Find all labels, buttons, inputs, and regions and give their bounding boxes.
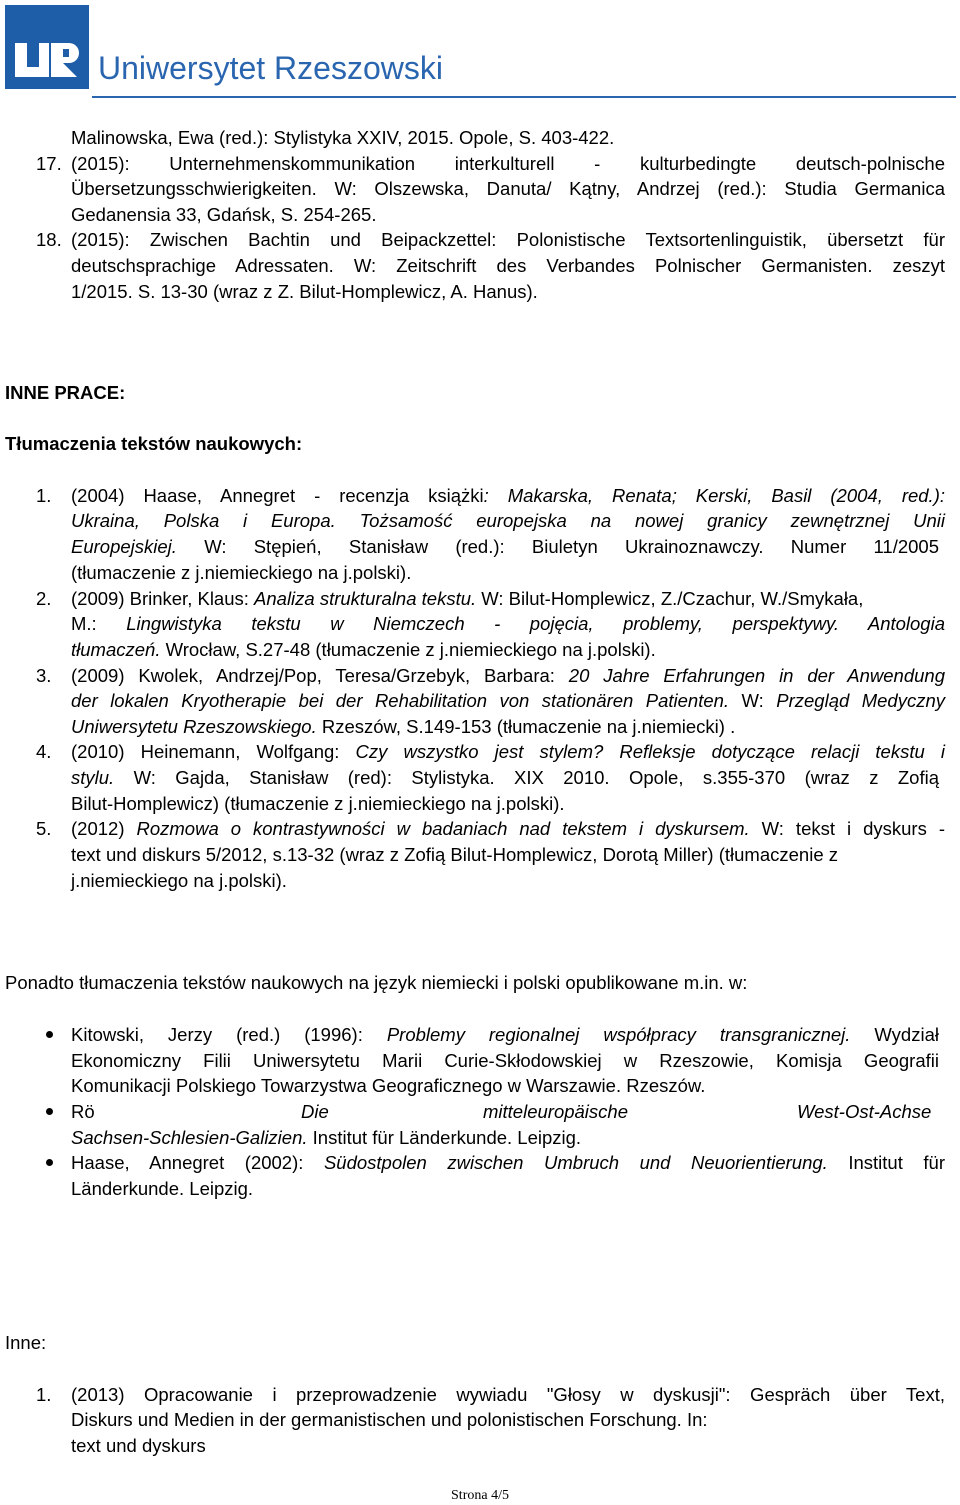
bullet-line: West-Ost-Achse (797, 1101, 932, 1122)
list-item-line: deutschsprachige Adressaten. W: Zeitschrift des Verbandes Polnischer Germanisten. zeszyt (71, 255, 945, 276)
bullet-line: Länderkunde. Leipzig. (71, 1178, 254, 1199)
list-item-line: Ukraina, Polska i Europa. Tożsamość europejska na nowej granicy zewnętrznej Unii (71, 510, 945, 531)
list-item-line: Uniwersytetu Rzeszowskiego. Rzeszów, S.149-153 (tłumaczenie na j.niemiecki) . (71, 716, 736, 737)
list-item-line: (2013) Opracowanie i przeprowadzenie wywiadu "Głosy w dyskusji": Gespräch über Text, (71, 1384, 945, 1405)
bullet-marker (46, 1108, 53, 1115)
intro-paragraph: Ponadto tłumaczenia tekstów naukowych na język niemiecki i polski opublikowane m.in. w: (5, 972, 748, 993)
university-name: Uniwersytet Rzeszowski (98, 50, 443, 86)
other-label: Inne: (5, 1332, 47, 1353)
bullet-line: Haase, Annegret (2002): Südostpolen zwischen Umbruch und Neuorientierung. Institut für (71, 1152, 946, 1173)
bullet-line: Sachsen-Schlesien-Galizien. Institut für Länderkunde. Leipzig. (71, 1127, 582, 1148)
page-header (0, 0, 960, 100)
list-item-line: Übersetzungsschwierigkeiten. W: Olszewska, Danuta/ Kątny, Andrzej (red.): Studia Germanica (71, 178, 945, 199)
list-item-line: (2009) Brinker, Klaus: Analiza strukturalna tekstu. W: Bilut-Homplewicz, Z./Czachur, W./Smykała, (71, 588, 864, 609)
list-item-line: stylu. W: Gajda, Stanisław (red): Stylistyka. XIX 2010. Opole, s.355-370 (wraz z Zofią (71, 767, 939, 788)
list-item-line: j.niemieckiego na j.polski). (71, 870, 287, 891)
list-item-line: Bilut-Homplewicz) (tłumaczenie z j.niemieckiego na j.polski). (71, 793, 565, 814)
list-number: 1. (36, 1384, 52, 1405)
list-item-line: (tłumaczenie z j.niemieckiego na j.polski). (71, 562, 412, 583)
list-item-line: text und dyskurs (71, 1435, 206, 1456)
bullet-line: Komunikacji Polskiego Towarzystwa Geograficznego w Warszawie. Rzeszów. (71, 1075, 706, 1096)
page-number: Strona 4/5 (451, 1488, 509, 1503)
list-number: 3. (36, 665, 52, 686)
list-item-line: Europejskiej. W: Stępień, Stanisław (red.): Biuletyn Ukrainoznawczy. Numer 11/2005 (71, 536, 939, 557)
continuation-line: Malinowska, Ewa (red.): Stylistyka XXIV, 2015. Opole, S. 403-422. (71, 127, 615, 148)
bullet-marker (46, 1159, 53, 1166)
list-item-line: (2009) Kwolek, Andrzej/Pop, Teresa/Grzebyk, Barbara: 20 Jahre Erfahrungen in der Anwendung (71, 665, 945, 686)
list-item-line: (2010) Heinemann, Wolfgang: Czy wszystko jest stylem? Refleksje dotyczące relacji tekstu i (71, 741, 945, 762)
bullet-line: Rö (71, 1101, 95, 1122)
list-number: 18. (36, 229, 62, 250)
list-number: 4. (36, 741, 52, 762)
list-item-line: tłumaczeń. Wrocław, S.27-48 (tłumaczenie z j.niemieckiego na j.polski). (71, 639, 656, 660)
list-item-line: der lokalen Kryotherapie bei der Rehabilitation von stationären Patienten. W: Przegląd Medyczny (71, 690, 945, 711)
bullet-line: mitteleuropäische (483, 1101, 628, 1122)
list-item-line: M.: Lingwistyka tekstu w Niemczech - pojęcia, problemy, perspektywy. Antologia (71, 613, 945, 634)
list-number: 1. (36, 485, 52, 506)
list-item-line: Diskurs und Medien in der germanistischen und polonistischen Forschung. In: (71, 1409, 708, 1430)
list-item-line: text und diskurs 5/2012, s.13-32 (wraz z Zofią Bilut-Homplewicz, Dorotą Miller) (tłumaczenie z (71, 844, 839, 865)
list-number: 5. (36, 818, 52, 839)
header-divider (92, 96, 956, 98)
bullet-marker (46, 1031, 53, 1038)
bullet-line: Kitowski, Jerzy (red.) (1996): Problemy regionalnej współpracy transgranicznej. Wydział (71, 1024, 939, 1045)
list-item-line: (2004) Haase, Annegret - recenzja książki: Makarska, Renata; Kerski, Basil (2004, red.): (71, 485, 946, 506)
list-number: 17. (36, 153, 62, 174)
list-item-line: Gedanensia 33, Gdańsk, S. 254-265. (71, 204, 377, 225)
subsection-heading: Tłumaczenia tekstów naukowych: (5, 433, 303, 454)
list-item-line: 1/2015. S. 13-30 (wraz z Z. Bilut-Homplewicz, A. Hanus). (71, 281, 538, 302)
list-number: 2. (36, 588, 52, 609)
list-item-line: (2015): Unternehmenskommunikation interkulturell - kulturbedingte deutsch-polnische (71, 153, 945, 174)
section-heading: INNE PRACE: (5, 382, 126, 403)
list-item-line: (2015): Zwischen Bachtin und Beipackzettel: Polonistische Textsortenlinguistik, übersetzt für (71, 229, 945, 250)
bullet-line: Die (301, 1101, 329, 1122)
bullet-line: Ekonomiczny Filii Uniwersytetu Marii Curie-Skłodowskiej w Rzeszowie, Komisja Geografii (71, 1050, 939, 1071)
list-item-line: (2012) Rozmowa o kontrastywności w badaniach nad tekstem i dyskursem. W: tekst i dyskurs - (71, 818, 946, 839)
university-logo (5, 5, 89, 89)
